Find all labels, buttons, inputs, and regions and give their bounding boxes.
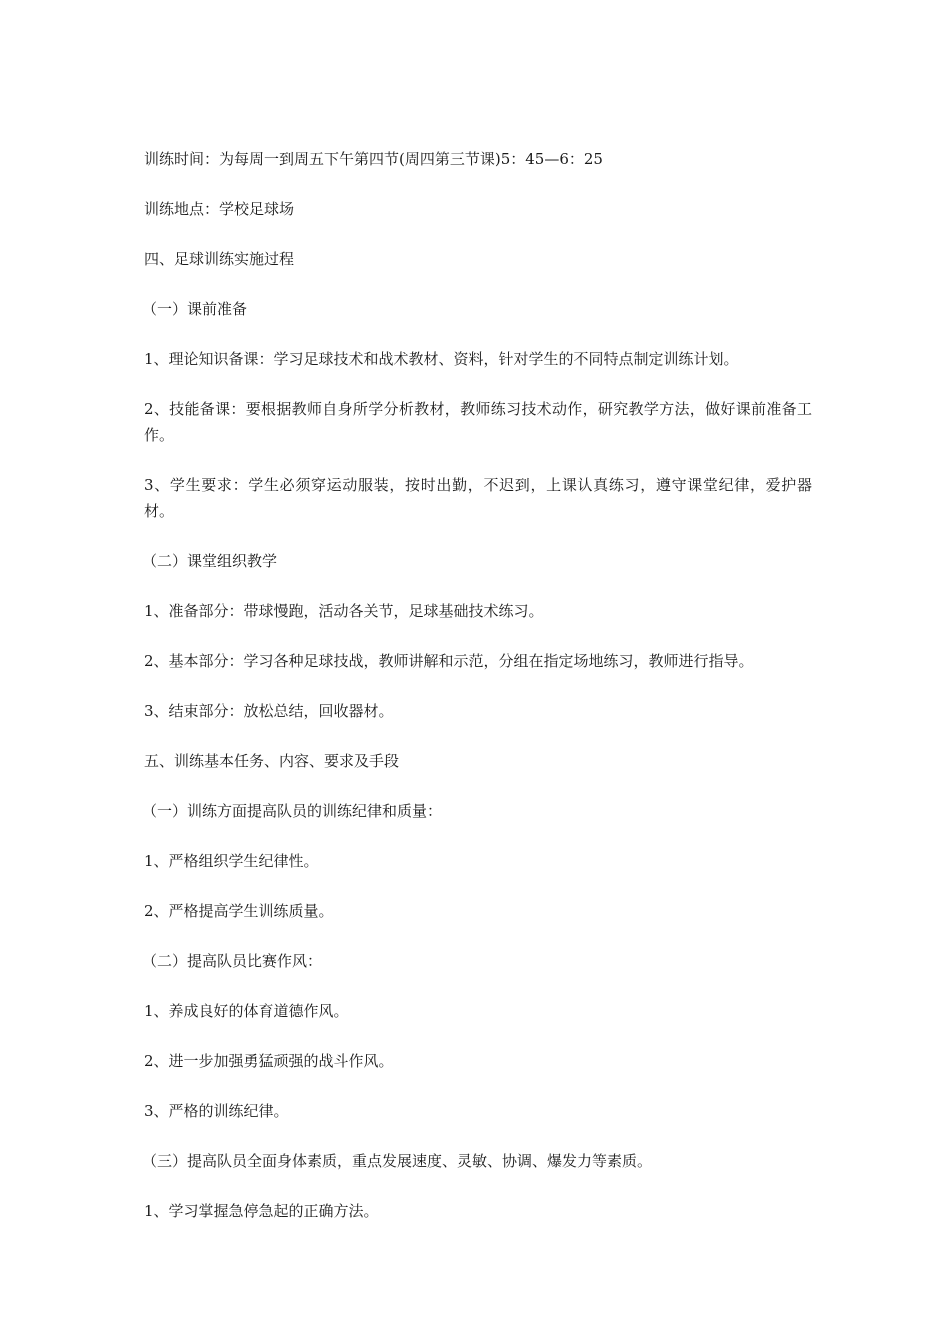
section-heading-4: 四、足球训练实施过程 (144, 250, 295, 268)
paragraph-4-2-item-1: 1、准备部分：带球慢跑，活动各关节，足球基础技术练习。 (144, 602, 544, 620)
paragraph-training-location: 训练地点：学校足球场 (144, 200, 295, 218)
paragraph-4-2-item-3: 3、结束部分：放松总结，回收器材。 (144, 702, 394, 720)
paragraph-training-time: 训练时间：为每周一到周五下午第四节(周四第三节课)5：45—6：25 (144, 150, 603, 168)
paragraph-5-2-item-1: 1、养成良好的体育道德作风。 (144, 1002, 349, 1020)
paragraph-4-1-item-1: 1、理论知识备课：学习足球技术和战术教材、资料，针对学生的不同特点制定训练计划。 (144, 350, 739, 368)
section-heading-5: 五、训练基本任务、内容、要求及手段 (144, 752, 400, 770)
paragraph-5-3-item-1: 1、学习掌握急停急起的正确方法。 (144, 1202, 379, 1220)
paragraph-4-1-item-3: 3、学生要求：学生必须穿运动服装，按时出勤，不迟到，上课认真练习，遵守课堂纪律，爱护器材。 (144, 476, 812, 520)
subsection-heading-5-1: （一）训练方面提高队员的训练纪律和质量： (142, 802, 443, 820)
paragraph-5-2-item-2: 2、进一步加强勇猛顽强的战斗作风。 (144, 1052, 394, 1070)
subsection-heading-4-2: （二）课堂组织教学 (142, 552, 278, 570)
paragraph-5-2-item-3: 3、严格的训练纪律。 (144, 1102, 289, 1120)
paragraph-5-1-item-1: 1、严格组织学生纪律性。 (144, 852, 319, 870)
paragraph-4-2-item-2: 2、基本部分：学习各种足球技战，教师讲解和示范，分组在指定场地练习，教师进行指导。 (144, 652, 754, 670)
subsection-heading-4-1: （一）课前准备 (142, 300, 248, 318)
subsection-heading-5-2: （二）提高队员比赛作风： (142, 952, 323, 970)
document-page (144, 146, 812, 1248)
paragraph-5-1-item-2: 2、严格提高学生训练质量。 (144, 902, 334, 920)
paragraph-4-1-item-2: 2、技能备课：要根据教师自身所学分析教材，教师练习技术动作，研究教学方法，做好课前准备工作。 (144, 400, 812, 444)
subsection-heading-5-3: （三）提高队员全面身体素质，重点发展速度、灵敏、协调、爆发力等素质。 (142, 1152, 653, 1170)
